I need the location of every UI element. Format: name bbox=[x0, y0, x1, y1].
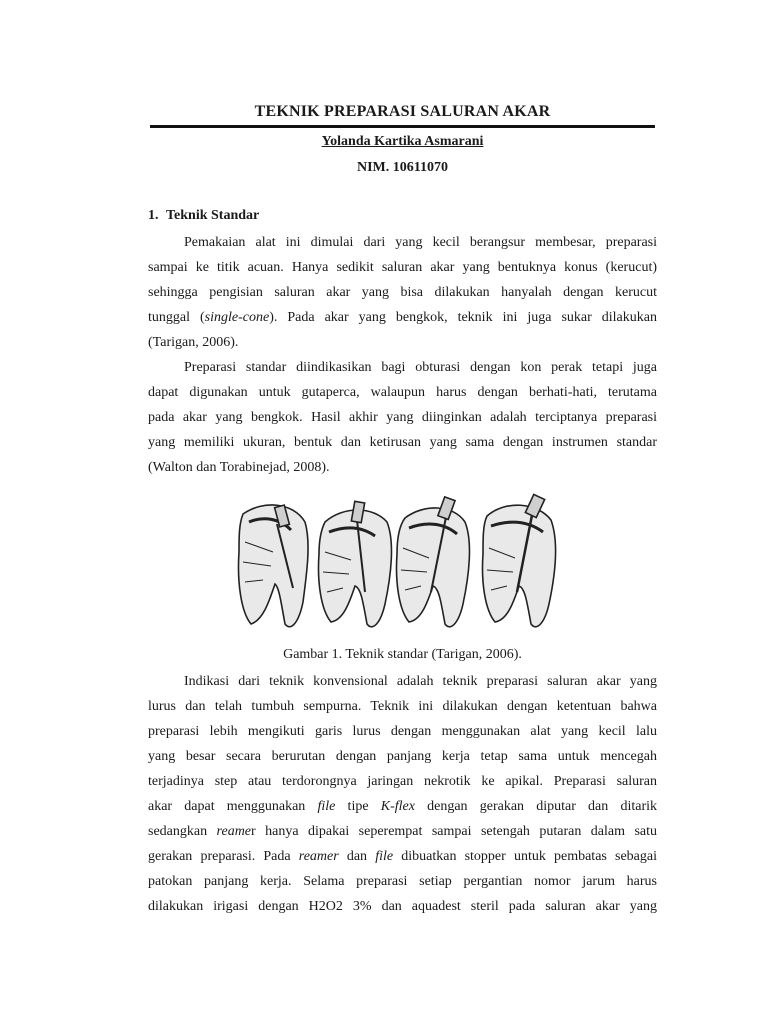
author-name: Yolanda Kartika Asmarani bbox=[321, 134, 484, 149]
paragraph-line: preparasi lebih mengikuti garis lurus dengan menggunakan alat yang kecil lalu bbox=[148, 724, 657, 739]
paragraph-line: sampai ke titik acuan. Hanya sedikit saluran akar yang bentuknya konus (kerucut) bbox=[148, 260, 657, 275]
paragraph-line: dilakukan irigasi dengan H2O2 3% dan aquadest steril pada saluran akar yang bbox=[148, 899, 657, 914]
student-id: NIM. 10611070 bbox=[357, 160, 448, 175]
paragraph-line: sedangkan reamer hanya dipakai seperempat sampai setengah putaran dalam satu bbox=[148, 824, 658, 839]
section-title: Teknik Standar bbox=[166, 208, 260, 223]
tooth-drawing-2 bbox=[319, 501, 392, 627]
tooth-illustration-figure bbox=[233, 492, 573, 638]
tooth-drawing-3 bbox=[397, 497, 470, 627]
paragraph-line: tunggal (single-cone). Pada akar yang bengkok, teknik ini juga sukar dilakukan bbox=[148, 310, 657, 325]
paragraph-line: gerakan preparasi. Pada reamer dan file dibuatkan stopper untuk pembatas sebagai bbox=[148, 849, 657, 864]
paragraph-line: (Tarigan, 2006). bbox=[148, 335, 239, 350]
paragraph-line: terjadinya step atau terdorongnya jaringan nekrotik ke apikal. Preparasi saluran bbox=[148, 774, 657, 789]
paragraph-line: Indikasi dari teknik konvensional adalah teknik preparasi saluran akar yang bbox=[184, 674, 657, 689]
paragraph-line: akar dapat menggunakan file tipe K-flex dengan gerakan diputar dan ditarik bbox=[148, 799, 657, 814]
paragraph-line: patokan panjang kerja. Selama preparasi setiap pergantian nomor jarum harus bbox=[148, 874, 657, 889]
paragraph-line: pada akar yang bengkok. Hasil akhir yang diinginkan adalah terciptanya preparasi bbox=[148, 410, 657, 425]
paragraph-line: yang besar secara berurutan dengan panjang kerja tetap sama untuk mencegah bbox=[148, 749, 657, 764]
tooth-drawing-4 bbox=[483, 494, 556, 626]
paragraph-line: lurus dan telah tumbuh sempurna. Teknik ini dilakukan dengan ketentuan bahwa bbox=[148, 699, 657, 714]
paragraph-line: sehingga pengisian saluran akar yang bisa dilakukan hanyalah dengan kerucut bbox=[148, 285, 657, 300]
document-title: TEKNIK PREPARASI SALURAN AKAR bbox=[254, 103, 551, 120]
section-heading bbox=[148, 208, 259, 224]
tooth-drawing-1 bbox=[239, 505, 309, 627]
section-number: 1. bbox=[148, 208, 159, 223]
paragraph-line: dapat digunakan untuk gutaperca, walaupun harus dengan berhati-hati, terutama bbox=[148, 385, 657, 400]
paragraph-line: Pemakaian alat ini dimulai dari yang kecil berangsur membesar, preparasi bbox=[184, 235, 657, 250]
paragraph-line: yang memiliki ukuran, bentuk dan ketirusan yang sama dengan instrumen standar bbox=[148, 435, 657, 450]
paragraph-line: Preparasi standar diindikasikan bagi obturasi dengan kon perak tetapi juga bbox=[184, 360, 657, 375]
title-underline bbox=[150, 125, 655, 128]
figure-caption: Gambar 1. Teknik standar (Tarigan, 2006). bbox=[283, 647, 522, 662]
paragraph-line: (Walton dan Torabinejad, 2008). bbox=[148, 460, 330, 475]
